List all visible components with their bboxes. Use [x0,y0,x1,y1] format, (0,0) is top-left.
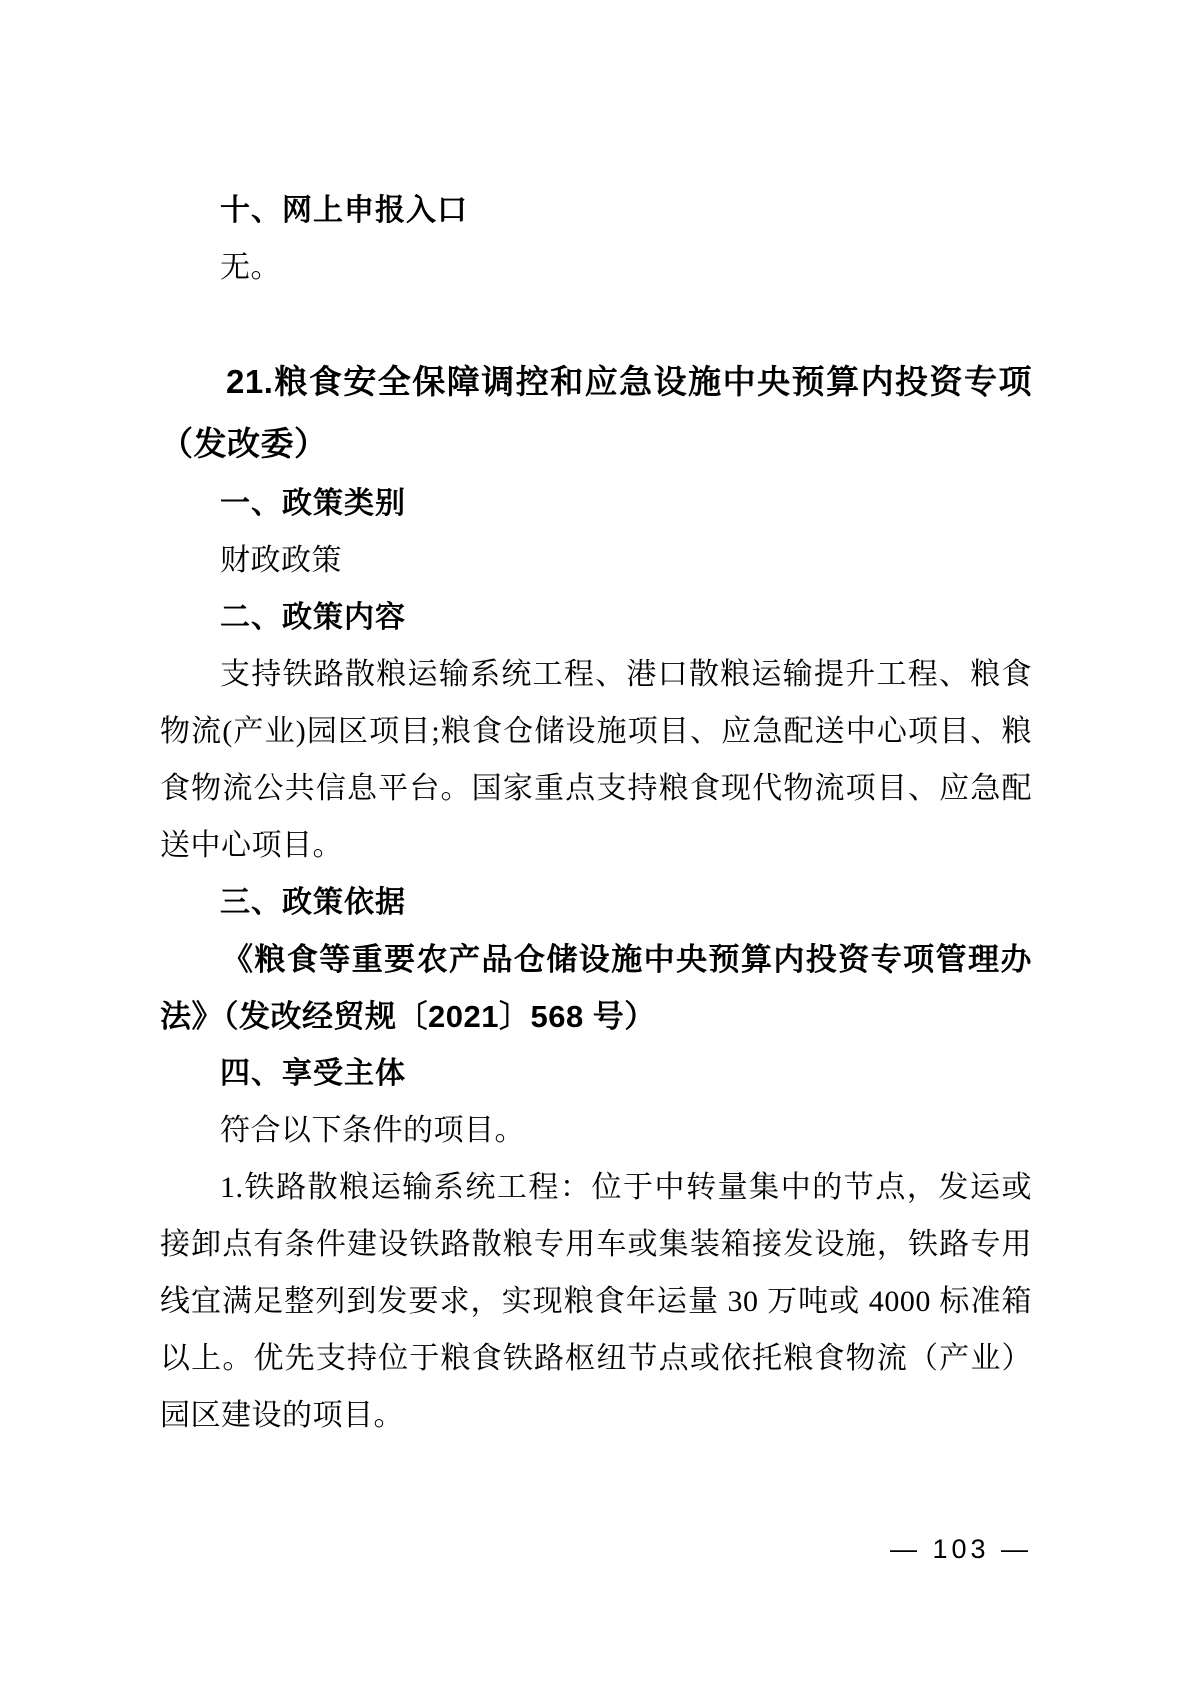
heading-3-policy-basis: 三、政策依据 [220,886,406,919]
para-eligible-entities-intro: 符合以下条件的项目。 [220,1114,525,1147]
heading-2-policy-content: 二、政策内容 [220,601,406,634]
heading-10-online-application-entry: 十、网上申报入口 [220,194,468,227]
para-policy-basis-citation: 《粮食等重要农产品仓储设施中央预算内投资专项管理办法》（发改经贸规〔2021〕568 号） [160,942,1032,1034]
para-eligible-entities-item-1: 1.铁路散粮运输系统工程：位于中转量集中的节点，发运或接卸点有条件建设铁路散粮专用车或集装箱接发设施，铁路专用线宜满足整列到发要求，实现粮食年运量 30 万吨或 4000 标准箱以上。优先支持位于粮食铁路枢纽节点或依托粮食物流（产业）园区建设的项目。 [160,1171,1032,1432]
heading-1-policy-category: 一、政策类别 [220,487,406,520]
document-body [160,182,1032,1444]
heading-4-eligible-entities: 四、享受主体 [220,1057,406,1090]
para-policy-category: 财政政策 [220,544,342,577]
page-number: — 103 — [889,1534,1032,1564]
para-policy-content: 支持铁路散粮运输系统工程、港口散粮运输提升工程、粮食物流(产业)园区项目;粮食仓储设施项目、应急配送中心项目、粮食物流公共信息平台。国家重点支持粮食现代物流项目、应急配送中心项目。 [160,658,1032,862]
para-online-application-none: 无。 [220,251,281,284]
policy-item-21-title: 21.粮食安全保障调控和应急设施中央预算内投资专项（发改委） [160,363,1032,462]
